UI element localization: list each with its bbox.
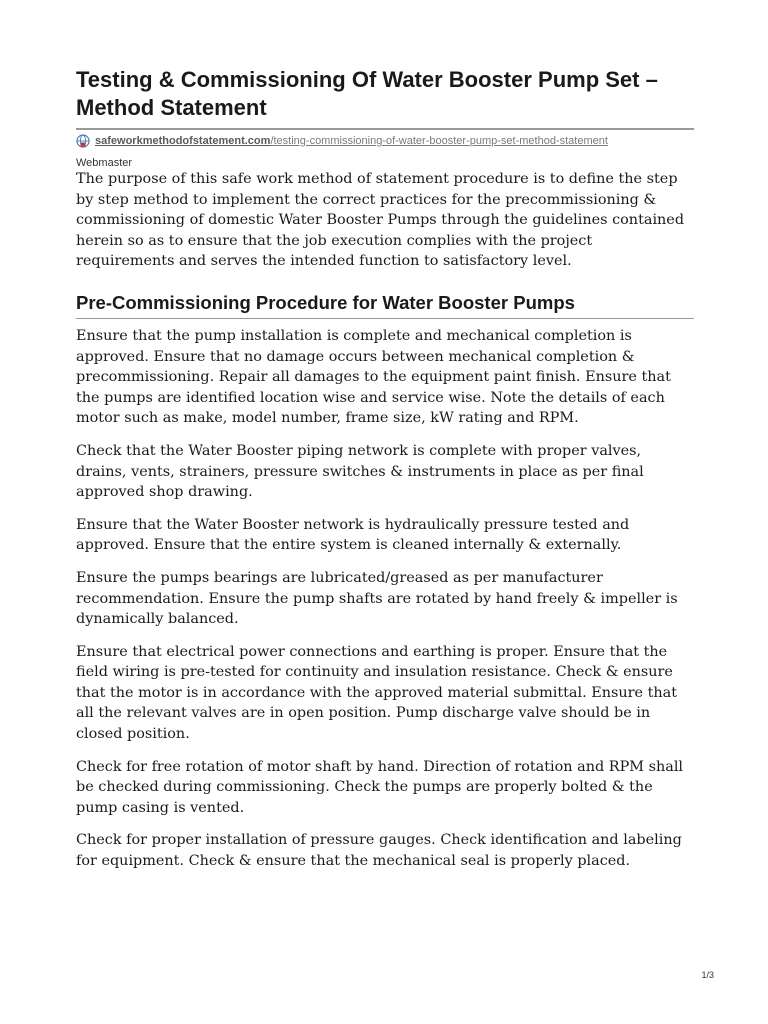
paragraph-pressure-test: Ensure that the Water Booster network is hydraulically pressure tested and approved. Ensure that the entire system is cleaned internally & externally. [76, 516, 630, 554]
paragraph-gauges: Check for proper installation of pressure gauges. Check identification and labeling for equipment. Check & ensure that the mechanical seal is properly placed. [76, 832, 682, 870]
page-number: 1/3 [701, 970, 714, 980]
document-page [76, 66, 694, 884]
section-heading: Pre-Commissioning Procedure for Water Booster Pumps [76, 291, 575, 313]
source-domain[interactable]: safeworkmethodofstatement.com [95, 135, 271, 147]
source-path[interactable]: /testing-commissioning-of-water-booster-pump-set-method-statement [270, 135, 608, 147]
source-link[interactable] [76, 134, 694, 148]
document-title: Testing & Commissioning Of Water Booster Pump Set – Method Statement [76, 67, 658, 120]
paragraph-bearings: Ensure the pumps bearings are lubricated/greased as per manufacturer recommendation. Ensure the pump shafts are rotated by hand freely & impeller is dynamically balanced. [76, 569, 678, 628]
paragraph-installation: Ensure that the pump installation is complete and mechanical completion is approved. Ensure that no damage occurs between mechanical completion & precommissioning. Repair all damages to the equipment paint finish. Ensure that the pumps are identified location wise and service wise. Note the details of each motor such as make, model number, frame size, kW rating and RPM. [76, 327, 671, 427]
paragraph-electrical: Ensure that electrical power connections and earthing is proper. Ensure that the field wiring is pre-tested for continuity and insulation resistance. Check & ensure that the motor is in accordance with the approved material submittal. Ensure that all the relevant valves are in open position. Pump discharge valve should be in closed position. [76, 643, 678, 743]
intro-paragraph: The purpose of this safe work method of statement procedure is to define the step by step method to implement the correct practices for the precommissioning & commissioning of domestic Water Booster Pumps through the guidelines contained herein so as to ensure that the job execution complies with the project requirements and serves the intended function to satisfactory level. [76, 171, 685, 270]
globe-favicon-icon [76, 134, 90, 148]
section-divider [76, 318, 694, 319]
paragraph-piping: Check that the Water Booster piping network is complete with proper valves, drains, vents, strainers, pressure switches & instruments in place as per final approved shop drawing. [76, 442, 644, 501]
title-divider [76, 128, 694, 130]
paragraph-rotation: Check for free rotation of motor shaft by hand. Direction of rotation and RPM shall be checked during commissioning. Check the pumps are properly bolted & the pump casing is vented. [76, 758, 684, 816]
author-name: Webmaster [76, 157, 133, 169]
